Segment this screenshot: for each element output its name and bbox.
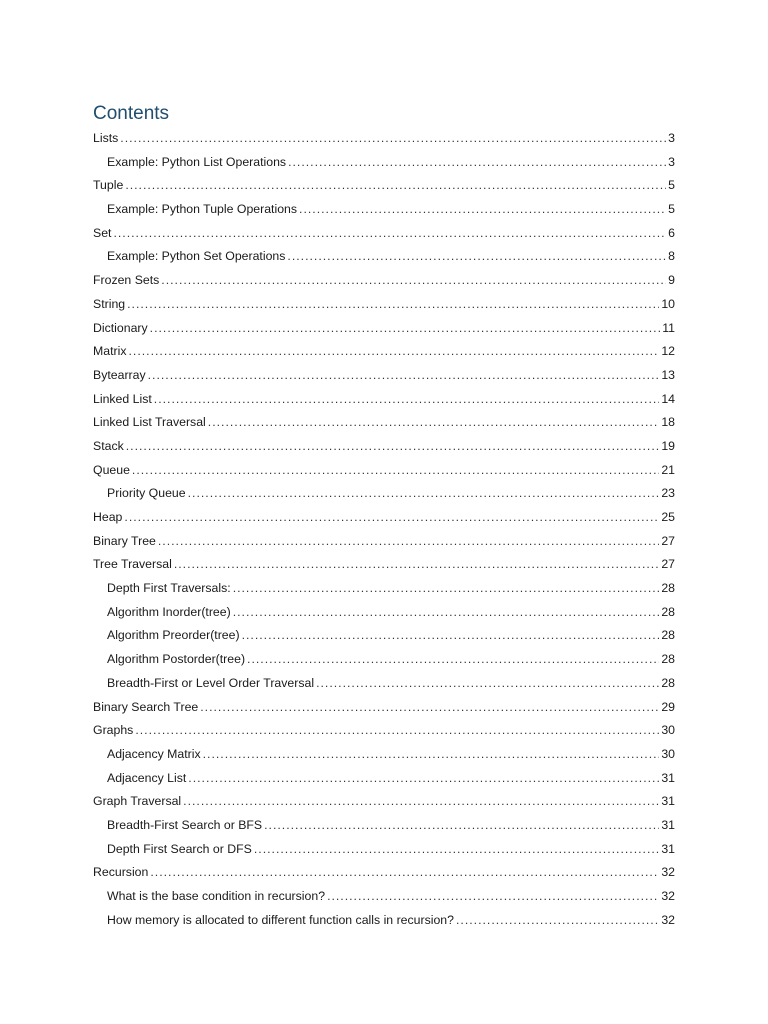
toc-entry-text: Example: Python List Operations <box>107 154 287 169</box>
toc-entry[interactable] <box>93 814 675 838</box>
toc-dot-leader <box>150 317 661 341</box>
toc-dot-leader <box>242 624 660 648</box>
toc-entry-text: Queue <box>93 462 130 477</box>
toc-dot-leader <box>200 696 659 720</box>
toc-entry[interactable] <box>93 648 675 672</box>
toc-dot-leader <box>456 909 659 933</box>
toc-list <box>93 127 675 932</box>
toc-page-number: 32 <box>661 865 675 880</box>
toc-entry-text: Algorithm Inorder(tree) <box>107 604 231 619</box>
toc-entry-text: Matrix <box>93 344 127 359</box>
toc-dot-leader <box>264 814 659 838</box>
toc-entry-text: Depth First Search or DFS <box>107 841 252 856</box>
toc-entry[interactable] <box>93 459 675 483</box>
toc-entry-text: Dictionary <box>93 320 148 335</box>
toc-page-number: 21 <box>661 462 675 477</box>
toc-dot-leader <box>203 743 660 767</box>
toc-entry-text: Depth First Traversals: <box>107 581 231 596</box>
toc-entry[interactable] <box>93 861 675 885</box>
toc-entry[interactable] <box>93 340 675 364</box>
toc-dot-leader <box>126 435 660 459</box>
toc-entry[interactable] <box>93 885 675 909</box>
toc-entry[interactable] <box>93 743 675 767</box>
toc-entry[interactable] <box>93 672 675 696</box>
toc-dot-leader <box>174 553 659 577</box>
toc-dot-leader <box>150 861 659 885</box>
toc-entry[interactable] <box>93 601 675 625</box>
toc-page-number: 13 <box>661 367 675 382</box>
toc-entry[interactable] <box>93 506 675 530</box>
toc-dot-leader <box>124 506 659 530</box>
toc-entry[interactable] <box>93 790 675 814</box>
toc-entry-text: Binary Tree <box>93 533 156 548</box>
toc-page-number: 30 <box>661 723 675 738</box>
toc-entry[interactable] <box>93 245 675 269</box>
toc-entry-text: Priority Queue <box>107 486 186 501</box>
toc-entry[interactable] <box>93 269 675 293</box>
toc-dot-leader <box>188 482 660 506</box>
toc-entry[interactable] <box>93 364 675 388</box>
toc-entry-text: Breadth-First Search or BFS <box>107 817 263 832</box>
toc-entry-text: How memory is allocated to different function calls in recursion? <box>107 912 454 927</box>
toc-entry-text: Tuple <box>93 178 124 193</box>
toc-dot-leader <box>154 388 660 412</box>
toc-dot-leader <box>127 293 659 317</box>
toc-entry-text: String <box>93 296 126 311</box>
toc-entry[interactable] <box>93 767 675 791</box>
toc-entry-text: Set <box>93 225 112 240</box>
toc-dot-leader <box>161 269 666 293</box>
toc-dot-leader <box>125 174 666 198</box>
toc-entry[interactable] <box>93 151 675 175</box>
toc-page-number: 5 <box>668 202 675 217</box>
toc-entry-text: Algorithm Postorder(tree) <box>107 652 246 667</box>
toc-page-number: 14 <box>661 391 675 406</box>
toc-dot-leader <box>233 577 660 601</box>
toc-entry[interactable] <box>93 293 675 317</box>
toc-entry[interactable] <box>93 553 675 577</box>
toc-page-number: 31 <box>661 817 675 832</box>
toc-dot-leader <box>120 127 666 151</box>
toc-entry[interactable] <box>93 198 675 222</box>
toc-page-number: 6 <box>668 225 675 240</box>
toc-dot-leader <box>113 222 666 246</box>
toc-entry-text: Breadth-First or Level Order Traversal <box>107 675 315 690</box>
toc-entry-text: Linked List Traversal <box>93 415 206 430</box>
toc-dot-leader <box>288 151 666 175</box>
toc-page-number: 27 <box>661 533 675 548</box>
toc-page-number: 18 <box>661 415 675 430</box>
toc-entry-text: What is the base condition in recursion? <box>107 889 326 903</box>
toc-entry-text: Binary Search Tree <box>93 699 199 714</box>
toc-dot-leader <box>135 719 659 743</box>
toc-dot-leader <box>316 672 659 696</box>
toc-page-number: 8 <box>668 249 675 264</box>
toc-entry-text: Algorithm Preorder(tree) <box>107 628 240 643</box>
toc-dot-leader <box>299 198 666 222</box>
toc-entry-text: Graphs <box>93 723 134 738</box>
toc-entry[interactable] <box>93 222 675 246</box>
toc-page-number: 28 <box>661 675 675 690</box>
toc-entry-text: Adjacency List <box>107 770 187 785</box>
toc-entry-text: Recursion <box>93 865 149 880</box>
toc-entry[interactable] <box>93 411 675 435</box>
toc-page-number: 32 <box>661 912 675 927</box>
toc-entry[interactable] <box>93 174 675 198</box>
toc-entry-text: Adjacency Matrix <box>107 746 201 761</box>
toc-entry-text: Stack <box>93 438 124 453</box>
toc-page-number: 23 <box>661 486 675 501</box>
toc-page-number: 30 <box>661 746 675 761</box>
toc-entry-text: Graph Traversal <box>93 794 182 809</box>
toc-entry-text: Linked List <box>93 391 152 406</box>
toc-dot-leader <box>188 767 659 791</box>
toc-page-number: 25 <box>661 510 675 524</box>
toc-dot-leader <box>327 885 659 909</box>
toc-dot-leader <box>247 648 659 672</box>
toc-entry[interactable] <box>93 577 675 601</box>
toc-page-number: 19 <box>661 438 675 453</box>
toc-page-number: 28 <box>661 628 675 643</box>
toc-entry-text: Example: Python Tuple Operations <box>107 202 298 217</box>
toc-page-number: 32 <box>661 889 675 903</box>
toc-dot-leader <box>254 838 659 862</box>
toc-entry[interactable] <box>93 530 675 554</box>
toc-dot-leader <box>128 340 659 364</box>
toc-page-number: 3 <box>668 154 675 169</box>
toc-page-number: 3 <box>668 131 675 145</box>
toc-dot-leader <box>287 245 666 269</box>
toc-entry[interactable] <box>93 435 675 459</box>
toc-dot-leader <box>158 530 659 554</box>
toc-page-number: 9 <box>668 273 675 288</box>
toc-entry-text: Example: Python Set Operations <box>107 249 286 264</box>
toc-entry[interactable] <box>93 388 675 412</box>
toc-entry[interactable] <box>93 624 675 648</box>
toc-entry[interactable] <box>93 317 675 341</box>
toc-page-number: 29 <box>661 699 675 714</box>
toc-page-number: 28 <box>661 604 675 619</box>
toc-page-number: 28 <box>661 581 675 596</box>
toc-dot-leader <box>132 459 659 483</box>
toc-entry[interactable] <box>93 696 675 720</box>
toc-entry[interactable] <box>93 482 675 506</box>
toc-page-number: 12 <box>661 344 675 359</box>
toc-entry-text: Lists <box>93 131 119 145</box>
toc-entry-text: Tree Traversal <box>93 557 172 572</box>
toc-entry-text: Heap <box>93 510 123 524</box>
toc-entry[interactable] <box>93 127 675 151</box>
toc-entry[interactable] <box>93 909 675 933</box>
toc-page-number: 31 <box>661 841 675 856</box>
toc-page-number: 28 <box>661 652 675 667</box>
toc-entry[interactable] <box>93 719 675 743</box>
document-page <box>93 100 675 932</box>
toc-dot-leader <box>148 364 660 388</box>
toc-title: Contents <box>93 103 170 124</box>
toc-page-number: 31 <box>661 794 675 809</box>
toc-dot-leader <box>233 601 660 625</box>
toc-page-number: 27 <box>661 557 675 572</box>
toc-page-number: 11 <box>662 320 675 335</box>
toc-dot-leader <box>183 790 659 814</box>
toc-entry-text: Bytearray <box>93 367 146 382</box>
toc-dot-leader <box>208 411 660 435</box>
toc-entry[interactable] <box>93 838 675 862</box>
toc-page-number: 5 <box>668 178 675 193</box>
toc-page-number: 10 <box>661 296 675 311</box>
toc-page-number: 31 <box>661 770 675 785</box>
toc-entry-text: Frozen Sets <box>93 273 160 288</box>
